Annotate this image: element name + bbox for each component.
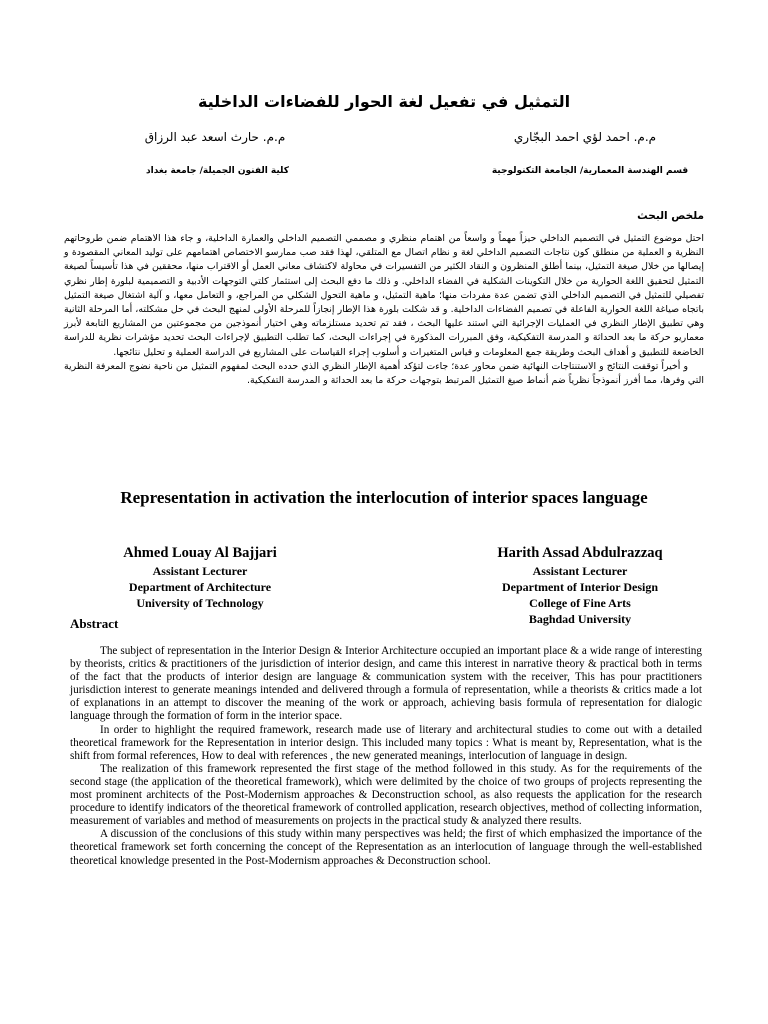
arabic-abstract-paragraph: احتل موضوع التمثيل في التصميم الداخلي حيزاً مهماً و واسعاً من اهتمام منظري و مصممي التصميم الداخلي والعمارة الداخلية، و جاء هذا الاهتمام ضمن طروحاتهم النظرية و العملية من منطلق كون نتاجات التصميم الداخلي لغة و نظام اتصال مع المتلقي، لهذا فقد صب ممارسو الاختصاص اهتمامهم على توليد المعاني المقصودة و إيصالها من خلال صيغة التمثيل، بينما أطلق المنظرون و النقاد الكثير من التفسيرات في محاولة لاكتشاف معاني العمل أو الاقتراب منها، محققين في هذا تأسيساً لصيغة التمثيل لتحقيق اللغة الحوارية من خلال التكوينات الشكلية في الفضاء الداخلي. و ذلك ما دفع البحث إلى استثمار كلتي التوجهات الأدبية و التصميمية لبلورة إطار نظري تفصيلي للتمثيل في التصميم الداخلي الذي تضمن عدة مفردات منها؛ ماهية التمثيل، و ماهية التحول الشكلي من المراجع، و التعامل معها، و آلية اشتغال صيغة التمثيل باتجاه صياغة اللغة الحوارية الفاعلة في تصميم الفضاءات الداخلية. و قد شكلت بلورة هذا الإطار إنجازاً للمرحلة الأولى لمنهج البحث في حل مشكلته، أما المرحلة الثانية وهي تطبيق الإطار النظري في العمليات الإجرائية التي استند عليها البحث ، فقد تم تحديد مستلزماته وهي اختيار أنموذجين من مجموعتين من المشاريع التابعة لأبرز معماريو حركة ما بعد الحداثة و المدرسة التفكيكية، وفق المبررات المذكورة في إجراءات البحث، كما تطلب التطبيق لإجراءات البحث تحديد مؤشرات نظرية للدراسة الخاضعة للتطبيق و أهداف البحث وطريقة جمع المعلومات و قياس المتغيرات و أسلوب إجراء القياسات على المشاريع في الدراسة العملية و تحليل نتائجها. xyxy=(64,233,704,358)
abstract-paragraph: In order to highlight the required framework, research made use of literary and architectural studies to come out with a detailed theoretical framework for the Representation in interior design. This included many topics : What is meant by, Representation, what is the shift from formal references, How to deal with references , the new generated meanings, interlocution of language in design. xyxy=(70,723,702,762)
author-institution: Baghdad University xyxy=(528,612,632,626)
author-name: Ahmed Louay Al Bajjari xyxy=(123,545,277,561)
author-department: Department of Interior Design xyxy=(501,580,659,594)
english-author-second xyxy=(440,543,720,627)
author-rank: Assistant Lecturer xyxy=(532,564,628,578)
author-college: College of Fine Arts xyxy=(529,596,631,610)
author-rank: Assistant Lecturer xyxy=(152,564,248,578)
arabic-abstract-heading: ملخص البحث xyxy=(637,210,704,222)
abstract-paragraph: The subject of representation in the Interior Design & Interior Architecture occupied an important place & a wide range of interesting by theorists, critics & practitioners of the jurisdiction of interior design, and came this interest in narrative theory & practical both in terms of the fact that the products of interior design are language & communication system with the receiver, This has pour practitioners jurisdiction interest to generate meanings intended and delivered through a formula of representation, while a theorists & critics made a lot of explanations in an attempt to discover the meaning of the work or approach, achieving basis formula of representation for dialogic language through the formation of form in the interior space. xyxy=(70,645,702,723)
author-department: Department of Architecture xyxy=(128,580,272,594)
author-institution: University of Technology xyxy=(136,596,264,610)
arabic-author-second: م.م. حارث اسعد عبد الرزاق xyxy=(144,130,286,144)
arabic-abstract-paragraph: و أخيراً توقفت النتائج و الاستنتاجات النهائية ضمن محاور عدة؛ جاءت لتؤكد أهمية الإطار النظري الذي حدده البحث لمفهوم التمثيل من ناحية نضوج المعرفة النظرية التي وفرها، مما أفرز أنموذجاً نظرياً ضم أنماط صيغ التمثيل المرتبط بتوجهات حركة ما بعد الحداثة و المدرسة التفكيكية. xyxy=(64,360,704,387)
english-abstract xyxy=(70,645,702,868)
arabic-author-first: م.م. احمد لؤي احمد البجّاري xyxy=(513,130,657,144)
english-author-first xyxy=(60,543,340,611)
abstract-paragraph: The realization of this framework represented the first stage of the method followed in this study. As for the requirements of the second stage (the application of the theoretical framework), which were delimited by the choice of two groups of projects representing the most prominent architects of the Post-Modernism approaches & Deconstruction school, as also requests the application for the research procedure to identify indicators of the theoretical framework of controlled application, research objectives, method of collecting information, measurement of variables and method of measurements on projects in the practical study & analyzed there results. xyxy=(70,762,702,828)
english-abstract-heading: Abstract xyxy=(70,616,119,631)
arabic-affiliation-first: قسم الهندسة المعمارية/ الجامعة التكنولوجية xyxy=(491,166,689,176)
arabic-title: التمثيل في تفعيل لغة الحوار للفضاءات الداخلية xyxy=(197,92,571,111)
arabic-affiliation-second: كلية الفنون الجميلة/ جامعة بغداد xyxy=(146,166,289,176)
abstract-paragraph: A discussion of the conclusions of this study within many perspectives was held; the first of which emphasized the importance of the theoretical framework set forth concerning the concept of the Representation as an interlocution of language through the well-established theoretical knowledge presented in the Post-Modernism approaches & Deconstruction school. xyxy=(70,828,702,867)
arabic-abstract xyxy=(64,232,704,388)
english-title: Representation in activation the interlocution of interior spaces language xyxy=(120,488,648,507)
author-name: Harith Assad Abdulrazzaq xyxy=(497,545,663,561)
